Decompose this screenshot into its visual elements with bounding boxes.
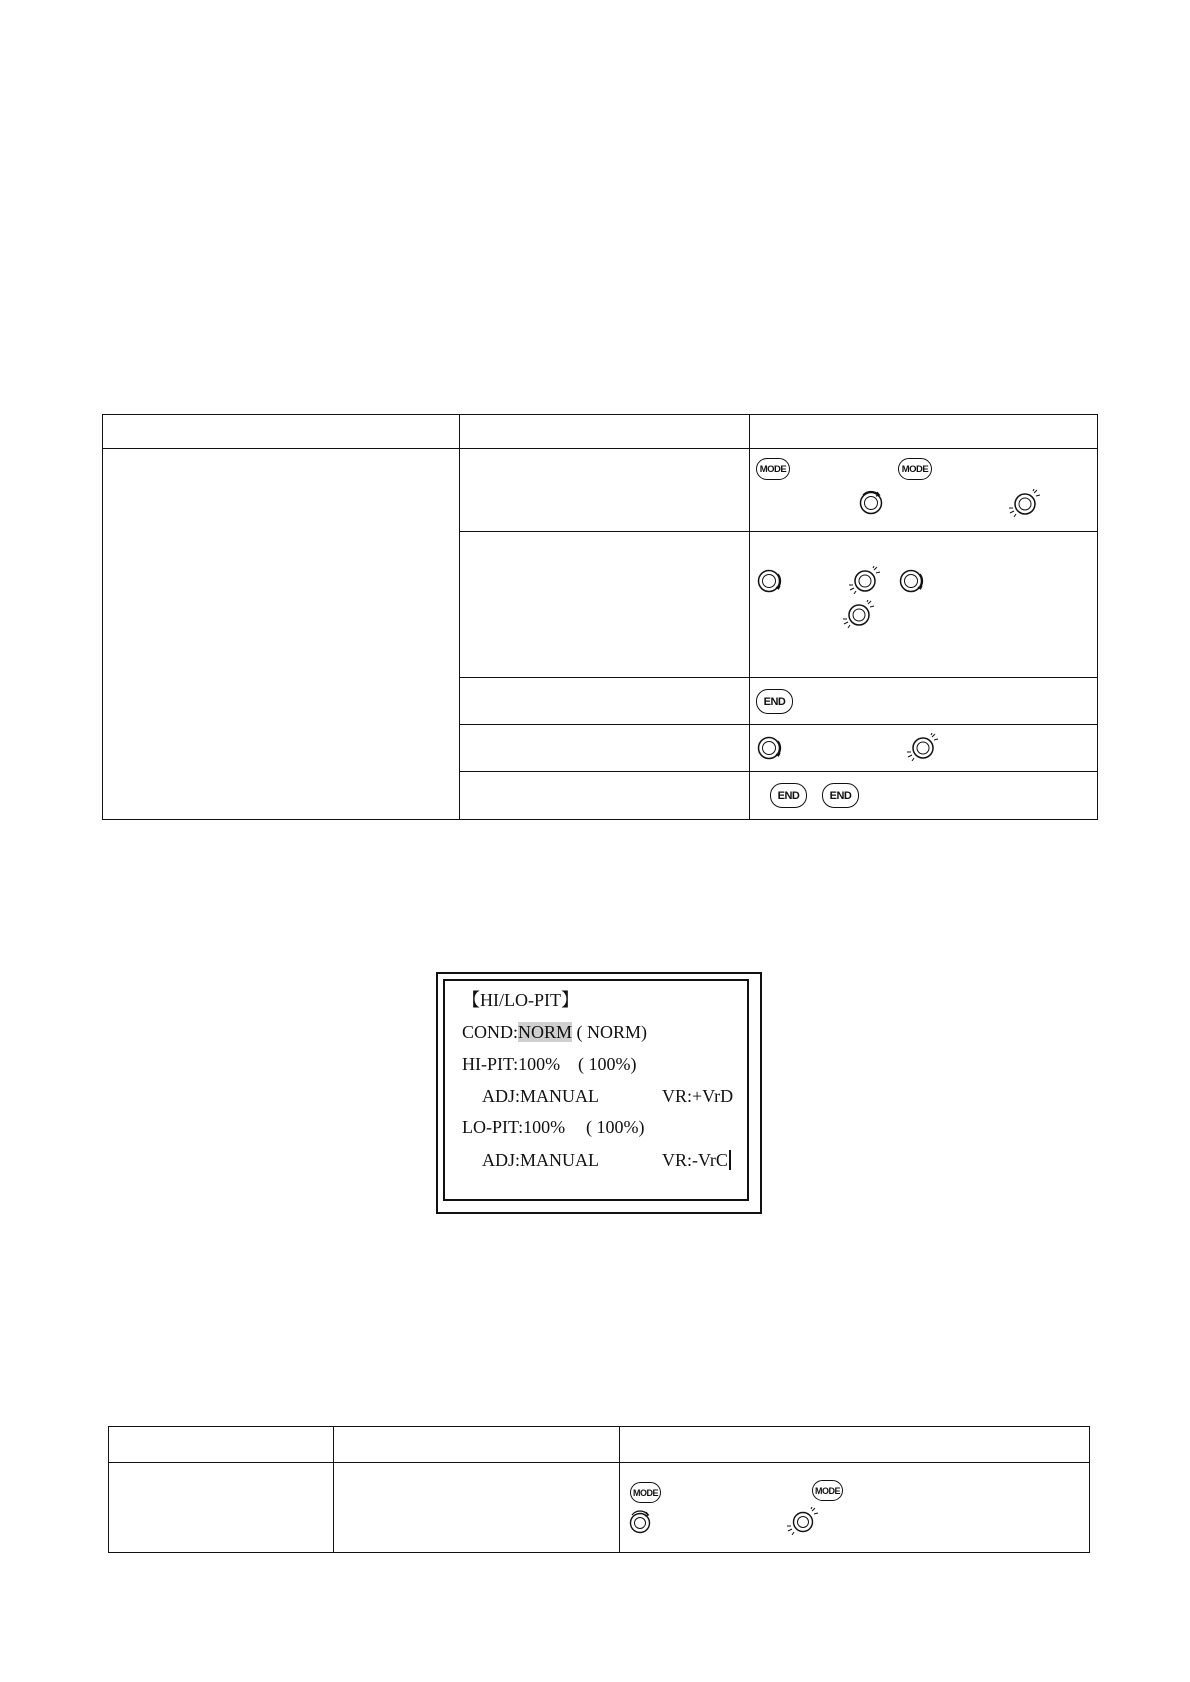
- step-cell: [460, 678, 750, 725]
- lcd-vr-2-line: [662, 1150, 731, 1170]
- mode-button-icon: MODE: [812, 1480, 843, 1501]
- dial-press-icon: [786, 1507, 820, 1535]
- header-cell: [334, 1427, 620, 1463]
- header-cell: [750, 415, 1098, 449]
- mode-button-icon: MODE: [756, 458, 790, 480]
- dial-press-icon: [906, 733, 940, 761]
- operation-cell: [750, 725, 1098, 772]
- dial-rotate-icon: [858, 489, 884, 515]
- lcd-lo-pit[interactable]: LO-PIT:100%: [462, 1117, 566, 1137]
- lcd-cond-value[interactable]: NORM: [518, 1022, 573, 1042]
- operation-cell: [750, 532, 1098, 678]
- lcd-cond-label: COND:: [462, 1022, 519, 1042]
- dial-rotate-icon: [756, 568, 782, 594]
- step-cell: [460, 772, 750, 820]
- procedure-table-1: [102, 414, 1098, 820]
- step-cell: [334, 1463, 620, 1553]
- end-button-icon: END: [770, 783, 807, 808]
- header-cell: [103, 415, 460, 449]
- end-button-icon: END: [756, 689, 793, 714]
- dial-rotate-icon: [628, 1509, 652, 1535]
- lcd-hi-pit-paren: ( 100%): [578, 1054, 637, 1074]
- lcd-screen: [436, 972, 762, 1214]
- header-cell: [620, 1427, 1090, 1463]
- lcd-cond-line: [462, 1022, 647, 1042]
- dial-press-icon: [842, 600, 876, 628]
- lcd-cond-paren: ( NORM): [572, 1022, 648, 1042]
- dial-rotate-icon: [756, 735, 782, 761]
- lcd-lo-pit-paren: ( 100%): [586, 1117, 645, 1137]
- operation-cell: [750, 678, 1098, 725]
- procedure-table-2: [108, 1426, 1090, 1553]
- header-cell: [460, 415, 750, 449]
- lcd-title: 【HI/LO-PIT】: [462, 990, 579, 1010]
- table-row: [103, 449, 1098, 532]
- end-button-icon: END: [822, 783, 859, 808]
- dial-rotate-icon: [898, 568, 924, 594]
- header-cell: [109, 1427, 334, 1463]
- lcd-vr-1[interactable]: VR:+VrD: [662, 1086, 734, 1106]
- table-header-row: [103, 415, 1098, 449]
- step-cell: [460, 725, 750, 772]
- mode-button-icon: MODE: [630, 1482, 661, 1503]
- operation-cell: [750, 772, 1098, 820]
- mode-button-icon: MODE: [898, 458, 932, 480]
- lcd-adj-1[interactable]: ADJ:MANUAL: [482, 1086, 599, 1106]
- lcd-vr-2[interactable]: VR:-VrC: [662, 1150, 728, 1170]
- dial-press-icon: [848, 566, 882, 594]
- dial-press-icon: [1008, 489, 1042, 517]
- text-cursor: [729, 1150, 731, 1170]
- function-cell: [103, 449, 460, 820]
- table-row: [109, 1463, 1090, 1553]
- step-cell: [460, 532, 750, 678]
- operation-cell: [620, 1463, 1090, 1553]
- function-cell: [109, 1463, 334, 1553]
- lcd-hi-pit[interactable]: HI-PIT:100%: [462, 1054, 561, 1074]
- lcd-adj-2[interactable]: ADJ:MANUAL: [482, 1150, 599, 1170]
- step-cell: [460, 449, 750, 532]
- table-header-row: [109, 1427, 1090, 1463]
- operation-cell: [750, 449, 1098, 532]
